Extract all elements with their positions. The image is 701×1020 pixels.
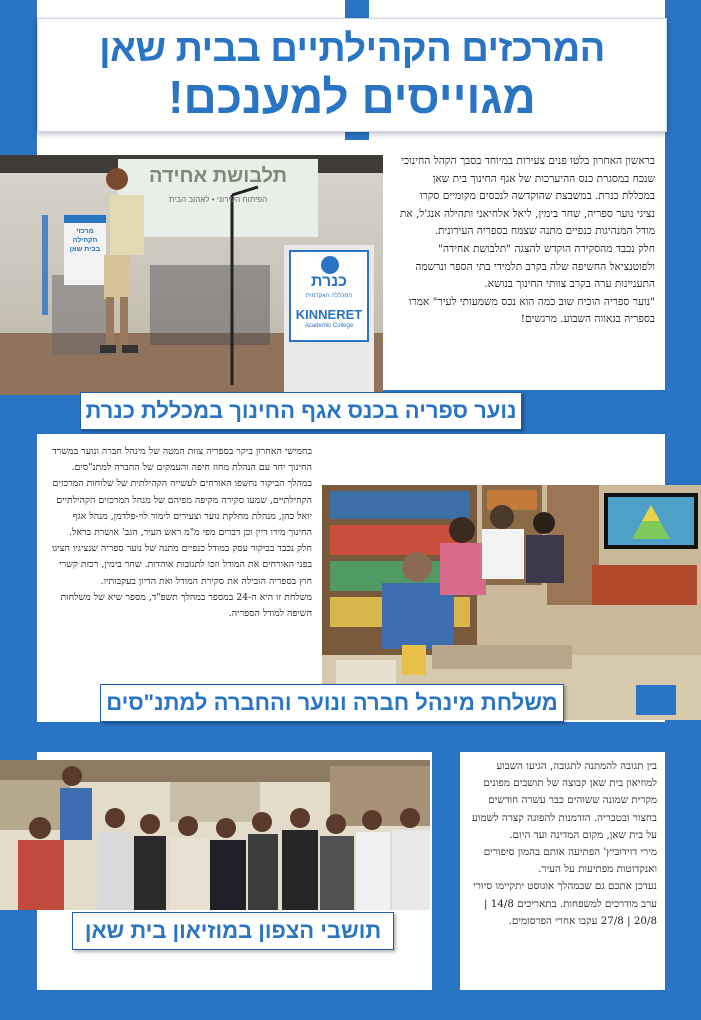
article-3-paragraph: בין תגובה להמתנה לתגובה, הגיעו השבוע למוזיאון בית שאן קבוצה של תושבים מפונים מקרית שמונה ששוהים כבר עשרה חודשים בחצור ובטבריה. הזדמנות להפוגה קצרה לשמוע על בית שאן, מקום המדינה ועד היום. — [471, 760, 657, 841]
page-title-box — [37, 18, 667, 132]
article-2-panel — [37, 434, 320, 688]
article-2-paragraph: חלק נכבד בביקור עסק במודל כנפיים מתנה של נוער ספריה שנציגיו הציגו בפני האורחים את המודל וזכו לתגובות אוהדות. שחר בימין, רכזת קשרי חוץ בספריה הובילה את סקירת המודל ואת הדיון בעקבותיו. — [51, 543, 312, 587]
center-stripe-bottom — [432, 752, 460, 990]
caption-1: נוער ספריה בכנס אגף החינוך במכללת כנרת — [80, 392, 522, 430]
screen-subtitle-text: הפיתוח העירוני • לאהוב הבית — [168, 195, 268, 204]
screen-title-text: תלבושת אחידה — [148, 165, 288, 187]
article-2-paragraph: משלחת זו היא ה-24 במספר במהלך תשפ"ד, מספר שיא של משלחות חשיפה למודל הספריה. — [60, 591, 312, 620]
article-2 — [49, 444, 312, 622]
article-2-paragraph: בחמישי האחרון ביקר בספריה צוות המטה של מינהל חברה ונוער במשרד החינוך יחד עם הנהלת מחוז חיפה והעמקים של החברה למתנ"סים. במהלך הביקור נחשפו האורחים לעשייה הקהילתית של שלוחות המרכזים הקהילתיים, שמעו סקירה מקיפה מפיהם של מנהל המרכזים הקהילתיים יואל כהן, מנהלת מחלקת נוער וצעירים לימור לוי-פלדמן, מנהל אגף החינוך מירו דיין וכן דברים מפי מ"מ ראש העיר, הגב' אושרת בראל. — [52, 446, 312, 539]
sign-english-sub: Academic College — [304, 323, 354, 329]
article-1-paragraph: חלק נכבד מהסקירה הוקדש להצגה "תלבושת אחידה" ולפוטנציאל החשיפה שלה בקרב תלמידי בתי הספר ונרשמה התעניינות ערה בקרב צוותי החינוך בנושא. — [415, 242, 655, 291]
caption-3: תושבי הצפון במוזיאון בית שאן — [72, 912, 394, 950]
museum-photo — [0, 760, 430, 910]
conference-photo — [0, 155, 383, 395]
page-subtitle: מגוייסים למענכם! — [168, 71, 536, 123]
page-title: המרכזים הקהילתיים בבית שאן — [99, 28, 605, 70]
article-3-paragraph: נעדכן אתכם גם שבמהלך אוגוסט יתקיימו סיורי ערב מודרכים למשפחות. בתאריכים 14/8 | 20/8 | 27/8 עקבו אחרי הפרסומים. — [473, 880, 657, 927]
sign-hebrew-small: המכללה האקדמית — [305, 293, 353, 299]
sign-english-name: KINNERET — [295, 307, 363, 322]
article-1-panel — [385, 145, 665, 390]
article-3 — [468, 758, 657, 930]
article-3-paragraph: מירי דוידוביץ' הפתיעה אותם בהמון סיפורים ואנקדוטות מפתיעות על העיר. — [483, 846, 657, 876]
band-2 — [0, 722, 701, 752]
bottom-band — [0, 990, 701, 1020]
sign-hebrew-name: כנרת — [311, 273, 347, 290]
article-1 — [399, 153, 655, 329]
article-1-paragraph: "נוער ספריה הוכיח שוב כמה הוא נכס משמעותי לעיר" אמרו בספריה בגאווה השבוע. מרגשים! — [408, 295, 655, 326]
article-3-panel — [460, 752, 665, 990]
article-1-paragraph: בראשון האחרון בלטו פנים צעירות במיוחד בסבך הקהל החינוכי שנכח במסגרת כנס ההיערכות של אגף החינוך בית שאן במכללת כנרת. במשבצת שהוקדשה לנכסים מקומיים סקרו נציגי נוער ספריה, שחר בימין, ליאל אלחיאני ותהילה אנג'ל, את מודל המנהיגות כנפיים מתנה שצמח בספריה העירונית. — [399, 155, 655, 238]
banner-text: מרכזי הקהילה בבית שאן — [69, 228, 101, 253]
caption-2: משלחת מינהל חברה ונוער והחברה למתנ"סים — [100, 684, 564, 722]
museum-photo-image — [0, 760, 430, 910]
